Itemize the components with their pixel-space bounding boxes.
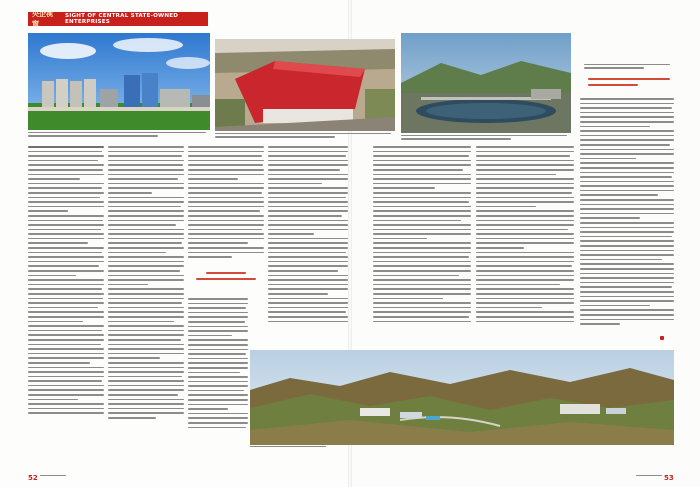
cement-plant-photo: [28, 33, 210, 130]
panorama-caption: [250, 446, 330, 452]
left-text-column-2: [108, 146, 184, 444]
right-top-note: [584, 64, 674, 74]
left-folio-label: [40, 475, 66, 476]
right-folio-label: [636, 475, 662, 476]
mid-text-column-2: [373, 146, 471, 342]
photo-caption-3: [401, 135, 571, 145]
photo-caption-1: [28, 132, 210, 142]
end-of-article-mark: [660, 336, 664, 340]
left-page-number: 52: [28, 474, 38, 482]
left-text-column-3-top: [188, 146, 264, 278]
left-text-column-3-bottom: [188, 298, 248, 444]
mountain-panorama-photo: [250, 350, 674, 445]
right-page-number: 53: [664, 474, 674, 482]
left-text-column-1: [28, 146, 104, 444]
section-title-en: SIGHT OF CENTRAL STATE-OWNED ENTERPRISES: [64, 13, 179, 25]
water-treatment-photo: [401, 33, 571, 133]
right-text-column: [580, 98, 674, 348]
mid-text-column-1: [268, 146, 348, 342]
left-subhead: [196, 272, 256, 292]
section-header: [28, 12, 208, 26]
mid-text-column-3: [476, 146, 574, 342]
photo-caption-2: [215, 133, 395, 143]
right-headline: [588, 78, 672, 92]
factory-aerial-photo: [215, 39, 395, 131]
section-title-cn: 央企视窗: [32, 10, 53, 28]
